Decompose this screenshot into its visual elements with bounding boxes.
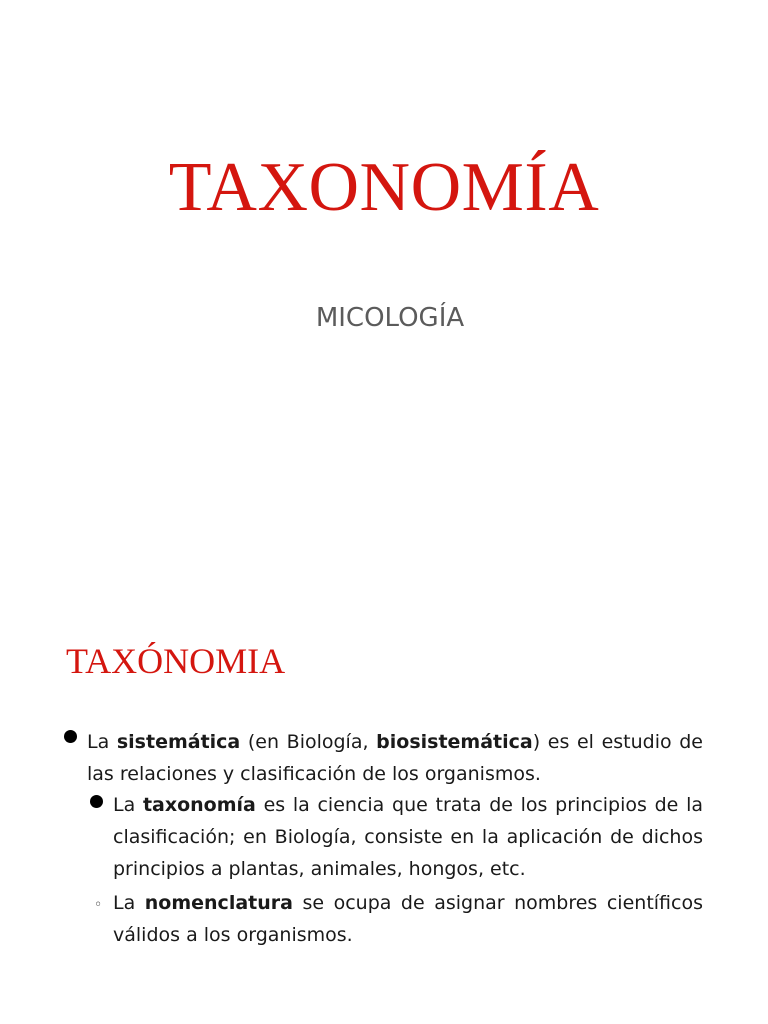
bullet-term: sistemática (116, 731, 241, 753)
bullet-text: se ocupa de asignar nombres científicos válidos a los organismos. (113, 892, 703, 946)
bullet-nomenclatura (113, 887, 703, 951)
subtitle: MICOLOGÍA (315, 303, 465, 333)
bullet-text: La (113, 794, 143, 816)
section-title: TAXÓNOMIA (66, 641, 286, 681)
hollow-bullet-icon: ◦ (94, 897, 103, 913)
bullet-text: La (87, 731, 117, 753)
bullet-sistematica (87, 726, 703, 790)
bullet-text: ) es el estudio de las relaciones y clasificación de los organismos. (87, 731, 703, 785)
bullet-term: nomenclatura (144, 892, 293, 914)
bullet-term: taxonomía (142, 794, 256, 816)
bullet-dot-icon (90, 795, 103, 808)
bullet-text: La (113, 892, 145, 914)
bullet-term: biosistemática (376, 731, 533, 753)
main-title: TAXONOMÍA (168, 149, 600, 226)
bullet-text: es la ciencia que trata de los principios de la clasificación; en Biología, consiste en la aplicación de dichos principios a plantas, animales, hongos, etc. (113, 794, 703, 880)
bullet-text: (en Biología, (240, 731, 377, 753)
bullet-taxonomia (113, 789, 703, 885)
bullet-dot-icon (64, 730, 77, 743)
